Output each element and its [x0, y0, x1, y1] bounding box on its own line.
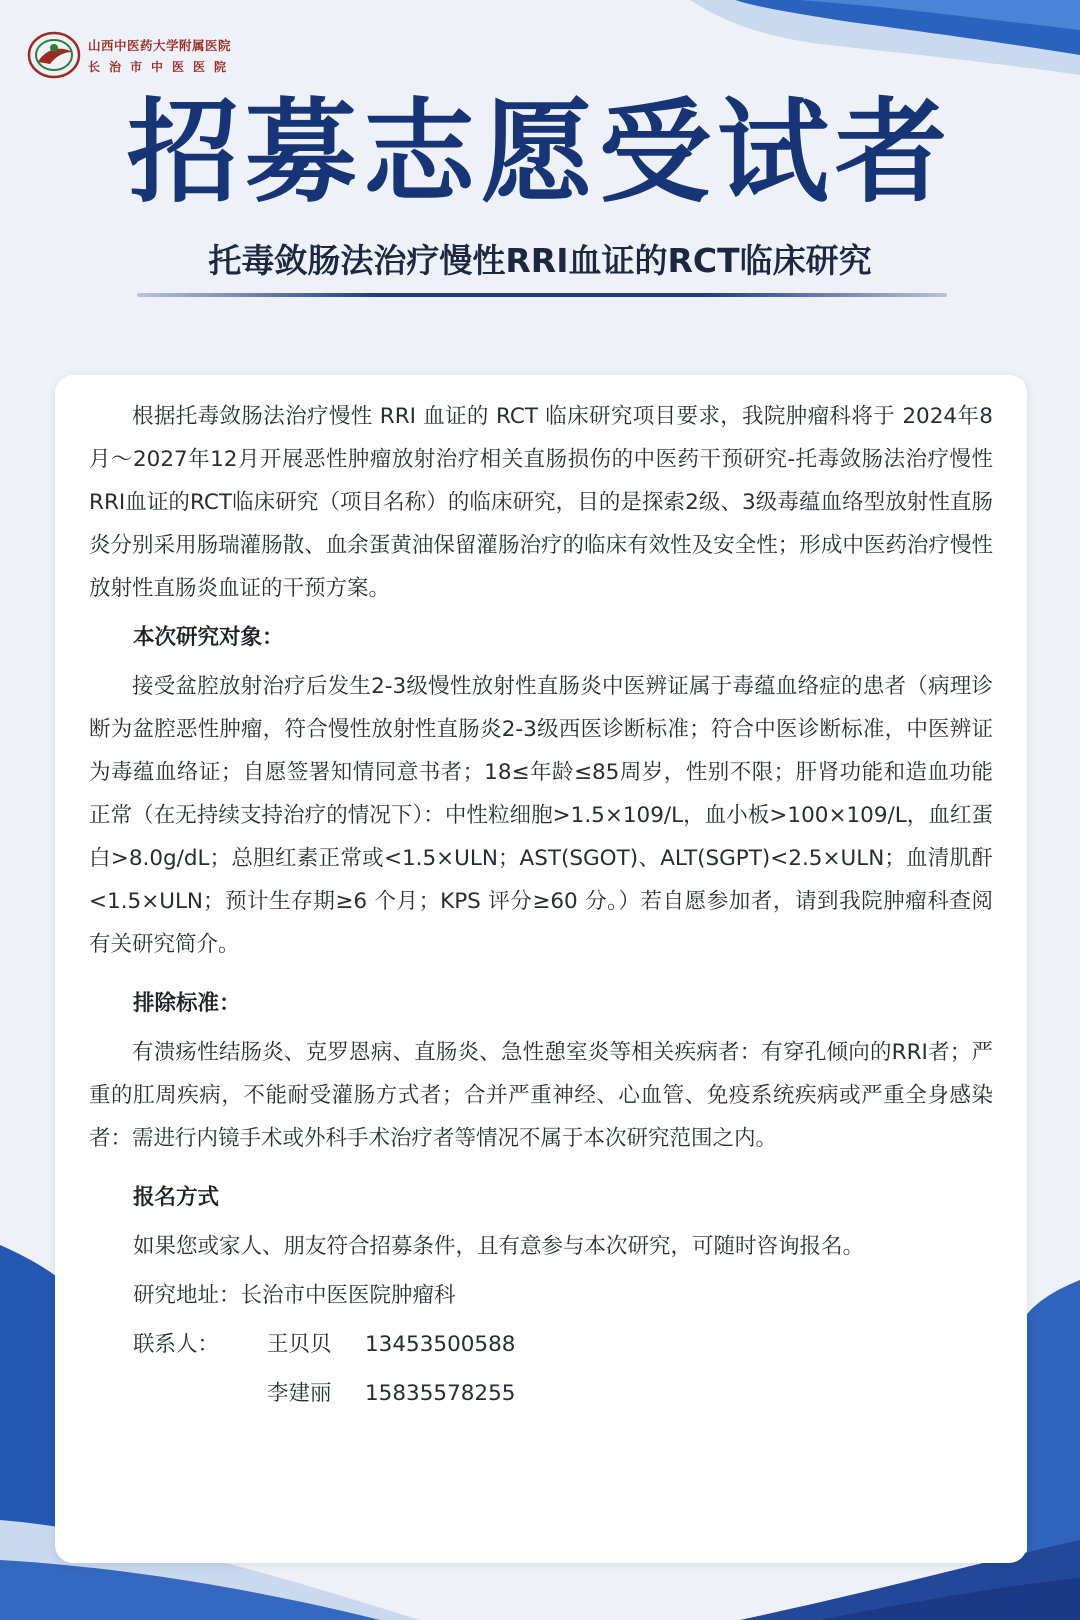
title-divider	[137, 293, 947, 297]
signup-heading: 报名方式	[133, 1185, 220, 1210]
contact-label: 联系人：	[133, 1332, 220, 1357]
hospital-name-line2: 长治市中医医院	[88, 59, 236, 74]
contact-row	[89, 1372, 993, 1415]
contact-name: 李建丽	[267, 1381, 332, 1406]
contact-phone[interactable]: 15835578255	[365, 1381, 516, 1406]
contact-phone[interactable]: 13453500588	[365, 1332, 516, 1357]
intro-paragraph: 根据托毒敛肠法治疗慢性 RRI 血证的 RCT 临床研究项目要求，我院肿瘤科将于 2024年8月～2027年12月开展恶性肿瘤放射治疗相关直肠损伤的中医药干预研究-托毒敛肠法治疗慢性RRI血证的RCT临床研究（项目名称）的临床研究，目的是探索2级、3级毒蕴血络型放射性直肠炎分别采用肠瑞灌肠散、血余蛋黄油保留灌肠治疗的临床有效性及安全性；形成中医药治疗慢性放射性直肠炎血证的干预方案。	[89, 404, 993, 601]
content-card	[55, 375, 1027, 1563]
subjects-paragraph: 接受盆腔放射治疗后发生2-3级慢性放射性直肠炎中医辨证属于毒蕴血络症的患者（病理诊断为盆腔恶性肿瘤，符合慢性放射性直肠炎2-3级西医诊断标准；符合中医诊断标准，中医辨证为毒蕴血络证；自愿签署知情同意书者；18≤年龄≤85周岁，性别不限；肝肾功能和造血功能正常（在无持续支持治疗的情况下）：中性粒细胞>1.5×109/L，血小板>100×109/L，血红蛋白>8.0g/dL；总胆红素正常或<1.5×ULN；AST(SGOT)、ALT(SGPT)<2.5×ULN；血清肌酐<1.5×ULN；预计生存期≥6 个月；KPS 评分≥60 分。）若自愿参加者，请到我院肿瘤科查阅有关研究简介。	[89, 674, 993, 957]
page-subtitle: 托毒敛肠法治疗慢性RRI血证的RCT临床研究	[208, 241, 872, 280]
contact-name: 王贝贝	[267, 1332, 332, 1357]
address-label: 研究地址：	[133, 1283, 241, 1308]
content-body	[89, 395, 993, 1415]
exclusion-heading: 排除标准：	[133, 991, 241, 1016]
hospital-logo	[26, 30, 235, 80]
hospital-emblem-icon	[26, 30, 82, 80]
signup-invitation: 如果您或家人、朋友符合招募条件，且有意参与本次研究，可随时咨询报名。	[133, 1234, 865, 1259]
subjects-heading: 本次研究对象：	[133, 625, 284, 650]
research-address	[89, 1274, 993, 1317]
contact-row	[89, 1323, 993, 1366]
exclusion-paragraph: 有溃疡性结肠炎、克罗恩病、直肠炎、急性憩室炎等相关疾病者：有穿孔倾向的RRI者；严重的肛周疾病，不能耐受灌肠方式者；合并严重神经、心血管、免疫系统疾病或严重全身感染者：需进行内镜手术或外科手术治疗者等情况不属于本次研究范围之内。	[89, 1040, 993, 1151]
address-value: 长治市中医医院肿瘤科	[240, 1283, 456, 1308]
hospital-name-line1: 山西中医药大学附属医院	[88, 37, 232, 53]
page-title: 招募志愿受试者	[127, 88, 953, 218]
